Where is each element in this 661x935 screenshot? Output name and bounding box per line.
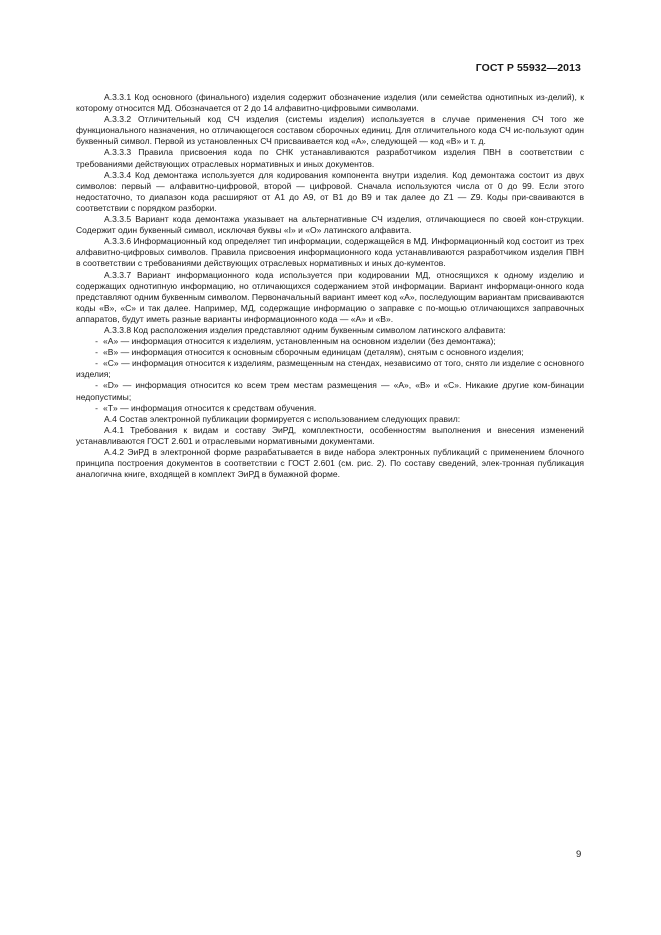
list-item-code-d: - «D» — информация относится ко всем трем местам размещения — «А», «В» и «С». Никакие другие ком-бинации недопустимы; — [76, 380, 584, 402]
paragraph-a3-3-1: А.3.3.1 Код основного (финального) изделия содержит обозначение изделия (или семейства однотипных из-делий), к которому относится МД. Обозначается от 2 до 14 алфавитно-цифровыми символами. — [76, 92, 584, 114]
list-item-code-b: - «B» — информация относится к основным сборочным единицам (деталям), снятым с основного изделия; — [95, 347, 524, 358]
paragraph-a4: А.4 Состав электронной публикации формируется с использованием следующих правил: — [104, 413, 461, 424]
paragraph-a3-3-8: А.3.3.8 Код расположения изделия представляют одним буквенным символом латинского алфавита: — [104, 324, 506, 335]
paragraph-a3-3-6: А.3.3.6 Информационный код определяет тип информации, содержащейся в МД. Информационный код состоит из трех алфавитно-цифровых символов. Правила присвоения информационного кода устанавливаются разработчиком изделия ПВН в соответствии с требованиями действующих отраслевых нормативных и иных до-кументов. — [76, 236, 584, 269]
paragraph-a3-3-7: А.3.3.7 Вариант информационного кода используется при кодировании МД, относящихся к одному изделию и содержащих однотипную информацию, но отличающихся содержанием этой информации. Вариант информаци-онного кода представляют одним буквенным символом. Первоначальный вариант имеет код «А», последующим вариантам присваиваются коды «В», «С» и так далее. Например, МД, содержащие информацию о заправке с по-мощью отличающихся заправочных аппаратов, будут иметь разные варианты информационного кода — «А» и «В». — [76, 269, 584, 324]
paragraph-a3-3-5: А.3.3.5 Вариант кода демонтажа указывает на альтернативные СЧ изделия, отличающиеся по своей кон-струкции. Содержит один буквенный символ, исключая буквы «I» и «O» латинского алфавита. — [76, 214, 584, 236]
standard-header: ГОСТ Р 55932—2013 — [475, 62, 581, 74]
page-number: 9 — [576, 849, 582, 860]
document-body — [76, 92, 584, 480]
paragraph-a4-2: А.4.2 ЭиРД в электронной форме разрабатывается в виде набора электронных публикаций с применением блочного принципа построения документов в соответствии с ГОСТ 2.601 (см. рис. 2). По составу сведений, элек-тронная публикация аналогична книге, входящей в комплект ЭиРД в бумажной форме. — [76, 447, 584, 480]
paragraph-a3-3-2: А.3.3.2 Отличительный код СЧ изделия (системы изделия) используется в случае применения СЧ того же функционального назначения, но отличающегося составом сборочных единиц. Для отличительного кода СЧ ис-пользуют один буквенный символ. Первой из установленных СЧ присваивается код «A», следующей — код «B» и т. д. — [76, 114, 584, 147]
list-item-code-c: - «C» — информация относится к изделиям, размещенным на стендах, независимо от того, снято ли изделие с основного изделия; — [76, 358, 584, 380]
paragraph-a3-3-4: А.3.3.4 Код демонтажа используется для кодирования компонента внутри изделия. Код демонтажа состоит из двух символов: первый — алфавитно-цифровой, второй — цифровой. Сначала используются числа от 0 до 99. Если этого недостаточно, то диапазон кода расширяют от А1 до А9, от В1 до В9 и так далее до Z1 — Z9. Коды при-сваиваются в соответствии с порядком разборки. — [76, 169, 584, 213]
list-item-code-t: - «T» — информация относится к средствам обучения. — [95, 402, 317, 413]
paragraph-a4-1: А.4.1 Требования к видам и составу ЭиРД, комплектности, особенностям выполнения и внесения изменений устанавливаются ГОСТ 2.601 и отраслевыми нормативными документами. — [76, 424, 584, 446]
list-item-code-a: - «A» — информация относится к изделиям, установленным на основном изделии (без демонтажа); — [95, 336, 496, 347]
paragraph-a3-3-3: А.3.3.3 Правила присвоения кода по СНК устанавливаются разработчиком изделия ПВН в соответствии с требованиями действующих отраслевых нормативных и иных документов. — [76, 147, 584, 169]
